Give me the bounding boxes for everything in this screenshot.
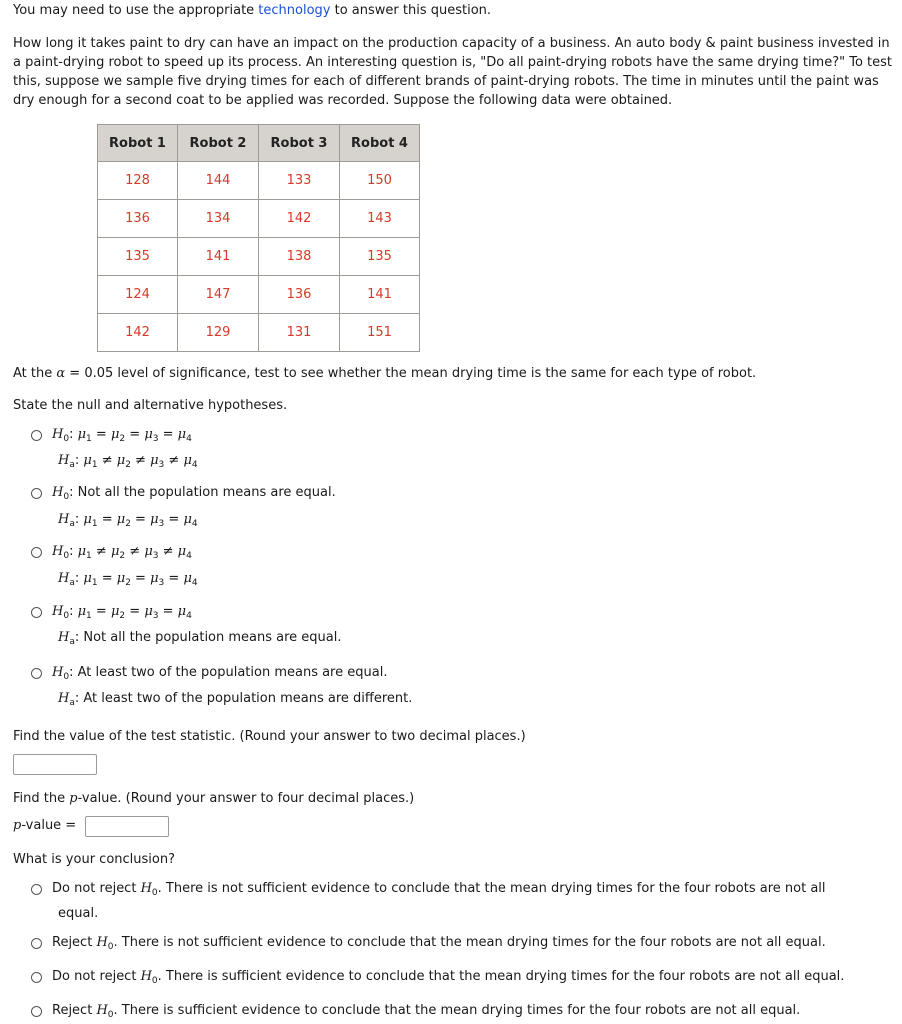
table-cell: 151 [340, 314, 420, 352]
hypothesis-option-5-h0: $H_0$: At least two of the population means are equal. [52, 665, 388, 682]
table-cell: 141 [178, 238, 259, 276]
intro-line: You may need to use the appropriate technology to answer this question. [13, 3, 492, 18]
pvalue-input[interactable] [85, 816, 169, 837]
hypothesis-option-5-radio[interactable] [31, 668, 42, 679]
table-cell: 133 [259, 162, 340, 200]
table-cell: 147 [178, 276, 259, 314]
table-cell: 124 [98, 276, 178, 314]
table-cell: 129 [178, 314, 259, 352]
hypothesis-option-1-ha: $H_a$: $\mu_1 \ne \mu_2 \ne \mu_3 \ne \mu_4$ [58, 453, 198, 470]
table-row [98, 276, 420, 314]
table-cell: 136 [98, 200, 178, 238]
conclusion-option-3-radio[interactable] [31, 972, 42, 983]
table-cell: 150 [340, 162, 420, 200]
table-row [98, 314, 420, 352]
data-table [97, 124, 420, 352]
hypothesis-option-1-radio[interactable] [31, 430, 42, 441]
table-cell: 141 [340, 276, 420, 314]
hypothesis-option-2-ha: $H_a$: $\mu_1 = \mu_2 = \mu_3 = \mu_4$ [58, 512, 198, 529]
hypothesis-option-4-radio[interactable] [31, 607, 42, 618]
table-cell: 135 [98, 238, 178, 276]
conclusion-option-1-radio[interactable] [31, 884, 42, 895]
conclusion-option-4-radio[interactable] [31, 1006, 42, 1017]
table-cell: 138 [259, 238, 340, 276]
hypothesis-option-3-h0: $H_0$: $\mu_1 \ne \mu_2 \ne \mu_3 \ne \mu_4$ [52, 544, 192, 561]
conclusion-option-1-continuation: equal. [58, 906, 99, 921]
table-cell: 134 [178, 200, 259, 238]
conclusion-option-2-text: Reject $H_0$. There is not sufficient evidence to conclude that the mean drying times for the four robots are not all equal. [52, 935, 826, 952]
conclusion-option-3-text: Do not reject $H_0$. There is sufficient evidence to conclude that the mean drying times for the four robots are not all equal. [52, 969, 845, 986]
table-cell: 128 [98, 162, 178, 200]
conclusion-option-2-radio[interactable] [31, 938, 42, 949]
alpha-statement: At the α = 0.05 level of significance, test to see whether the mean drying time is the same for each type of robot. [13, 366, 757, 381]
hypothesis-option-3-radio[interactable] [31, 547, 42, 558]
hypothesis-option-2-h0: $H_0$: Not all the population means are equal. [52, 485, 336, 502]
hypothesis-option-2-radio[interactable] [31, 488, 42, 499]
pvalue-prompt: Find the p-value. (Round your answer to four decimal places.) [13, 791, 415, 806]
table-cell: 144 [178, 162, 259, 200]
conclusion-option-4-text: Reject $H_0$. There is sufficient evidence to conclude that the mean drying times for the four robots are not all equal. [52, 1003, 801, 1020]
hypotheses-prompt: State the null and alternative hypotheses. [13, 398, 288, 413]
table-row [98, 162, 420, 200]
pvalue-label: p-value = [13, 818, 77, 833]
hypothesis-option-5-ha: $H_a$: At least two of the population means are different. [58, 691, 413, 708]
table-header: Robot 1 [98, 125, 178, 162]
table-cell: 131 [259, 314, 340, 352]
table-cell: 142 [98, 314, 178, 352]
table-row [98, 238, 420, 276]
hypothesis-option-1-h0: $H_0$: $\mu_1 = \mu_2 = \mu_3 = \mu_4$ [52, 427, 192, 444]
hypothesis-option-4-ha: $H_a$: Not all the population means are equal. [58, 630, 342, 647]
conclusion-prompt: What is your conclusion? [13, 852, 175, 867]
table-header: Robot 3 [259, 125, 340, 162]
question-text: How long it takes paint to dry can have an impact on the production capacity of a business. An auto body & paint business invested in a paint-drying robot to speed up its process. An interesting question is, "Do all paint-drying robots have the same drying time?" To test this, suppose we sample five drying times for each of different brands of paint-drying robots. The time in minutes until the paint was dry enough for a second coat to be applied was recorded. Suppose the following data were obtained. [13, 36, 893, 108]
table-cell: 143 [340, 200, 420, 238]
test-statistic-input[interactable] [13, 754, 97, 775]
hypothesis-option-3-ha: $H_a$: $\mu_1 = \mu_2 = \mu_3 = \mu_4$ [58, 571, 198, 588]
table-row [98, 200, 420, 238]
hypothesis-option-4-h0: $H_0$: $\mu_1 = \mu_2 = \mu_3 = \mu_4$ [52, 604, 192, 621]
table-cell: 142 [259, 200, 340, 238]
conclusion-option-1-text: Do not reject $H_0$. There is not sufficient evidence to conclude that the mean drying times for the four robots are not all [52, 881, 826, 898]
technology-link[interactable]: technology [258, 3, 331, 18]
test-statistic-prompt: Find the value of the test statistic. (Round your answer to two decimal places.) [13, 729, 526, 744]
table-cell: 136 [259, 276, 340, 314]
table-header: Robot 2 [178, 125, 259, 162]
table-cell: 135 [340, 238, 420, 276]
table-header: Robot 4 [340, 125, 420, 162]
